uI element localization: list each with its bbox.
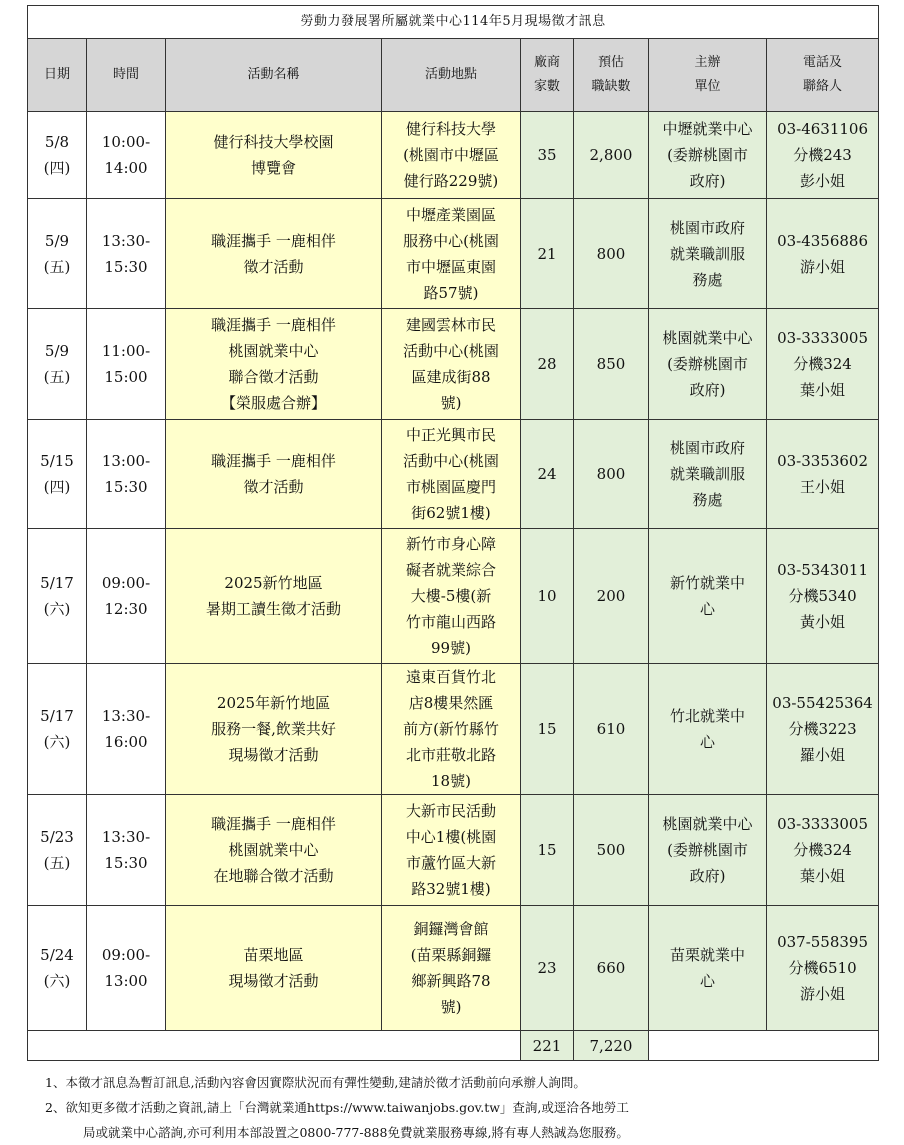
cell-date: 5/9 (五)	[28, 309, 87, 420]
cell-contact: 03-3333005 分機324 葉小姐	[767, 309, 879, 420]
cell-name: 職涯攜手 一鹿相伴 桃園就業中心 聯合徵才活動 【榮服處合辦】	[166, 309, 382, 420]
cell-time: 09:00- 12:30	[87, 529, 166, 664]
cell-time: 13:30- 16:00	[87, 664, 166, 795]
header-jobs: 預估 職缺數	[574, 39, 649, 112]
table-row	[28, 795, 879, 906]
cell-companies: 23	[521, 906, 574, 1031]
cell-contact: 03-4631106 分機243 彭小姐	[767, 112, 879, 199]
cell-contact: 03-55425364 分機3223 羅小姐	[767, 664, 879, 795]
table-row	[28, 664, 879, 795]
cell-jobs: 610	[574, 664, 649, 795]
note-2: 2、欲知更多徵才活動之資訊,請上「台灣就業通https://www.taiwanjobs.gov.tw」查詢,或逕洽各地勞工	[45, 1100, 629, 1115]
table-row	[28, 420, 879, 529]
totals-blank-right	[649, 1031, 879, 1061]
cell-date: 5/15 (四)	[28, 420, 87, 529]
cell-jobs: 660	[574, 906, 649, 1031]
cell-organizer: 桃園就業中心 (委辦桃園市 政府)	[649, 309, 767, 420]
cell-name: 職涯攜手 一鹿相伴 桃園就業中心 在地聯合徵才活動	[166, 795, 382, 906]
cell-date: 5/17 (六)	[28, 529, 87, 664]
header-row	[28, 39, 879, 112]
cell-date: 5/24 (六)	[28, 906, 87, 1031]
total-jobs: 7,220	[574, 1031, 649, 1061]
cell-location: 新竹市身心障 礙者就業綜合 大樓-5樓(新 竹市龍山西路 99號)	[382, 529, 521, 664]
cell-location: 健行科技大學 (桃園市中壢區 健行路229號)	[382, 112, 521, 199]
cell-companies: 10	[521, 529, 574, 664]
totals-row	[28, 1031, 879, 1061]
cell-jobs: 800	[574, 199, 649, 309]
cell-organizer: 中壢就業中心 (委辦桃園市 政府)	[649, 112, 767, 199]
cell-contact: 03-3353602 王小姐	[767, 420, 879, 529]
table-row	[28, 199, 879, 309]
cell-organizer: 桃園就業中心 (委辦桃園市 政府)	[649, 795, 767, 906]
cell-name: 職涯攜手 一鹿相伴 徵才活動	[166, 199, 382, 309]
header-date: 日期	[28, 39, 87, 112]
cell-jobs: 850	[574, 309, 649, 420]
cell-contact: 03-5343011 分機5340 黃小姐	[767, 529, 879, 664]
cell-time: 09:00- 13:00	[87, 906, 166, 1031]
cell-name: 2025新竹地區 暑期工讀生徵才活動	[166, 529, 382, 664]
cell-date: 5/9 (五)	[28, 199, 87, 309]
table-title: 勞動力發展署所屬就業中心114年5月現場徵才訊息	[28, 6, 879, 39]
note-1: 1、本徵才訊息為暫訂訊息,活動內容會因實際狀況而有彈性變動,建請於徵才活動前向承辦人詢問。	[45, 1075, 586, 1090]
cell-time: 11:00- 15:00	[87, 309, 166, 420]
header-time: 時間	[87, 39, 166, 112]
totals-blank	[28, 1031, 521, 1061]
cell-contact: 037-558395 分機6510 游小姐	[767, 906, 879, 1031]
cell-organizer: 新竹就業中 心	[649, 529, 767, 664]
table-row	[28, 309, 879, 420]
cell-contact: 03-3333005 分機324 葉小姐	[767, 795, 879, 906]
table-row	[28, 529, 879, 664]
cell-name: 2025年新竹地區 服務一餐,飲業共好 現場徵才活動	[166, 664, 382, 795]
total-companies: 221	[521, 1031, 574, 1061]
cell-date: 5/23 (五)	[28, 795, 87, 906]
header-name: 活動名稱	[166, 39, 382, 112]
cell-location: 大新市民活動 中心1樓(桃園 市蘆竹區大新 路32號1樓)	[382, 795, 521, 906]
cell-jobs: 800	[574, 420, 649, 529]
cell-time: 13:00- 15:30	[87, 420, 166, 529]
header-contact: 電話及 聯絡人	[767, 39, 879, 112]
table-row	[28, 112, 879, 199]
cell-companies: 28	[521, 309, 574, 420]
cell-organizer: 桃園市政府 就業職訓服 務處	[649, 420, 767, 529]
cell-jobs: 2,800	[574, 112, 649, 199]
cell-organizer: 竹北就業中 心	[649, 664, 767, 795]
cell-name: 健行科技大學校園 博覽會	[166, 112, 382, 199]
cell-companies: 15	[521, 795, 574, 906]
note-2-continued: 局或就業中心諮詢,亦可利用本部設置之0800-777-888免費就業服務專線,將有專人熱誠為您服務。	[83, 1125, 629, 1140]
cell-date: 5/8 (四)	[28, 112, 87, 199]
header-location: 活動地點	[382, 39, 521, 112]
cell-contact: 03-4356886 游小姐	[767, 199, 879, 309]
footnotes	[45, 1070, 875, 1145]
cell-companies: 35	[521, 112, 574, 199]
cell-time: 10:00- 14:00	[87, 112, 166, 199]
table-row	[28, 906, 879, 1031]
cell-organizer: 桃園市政府 就業職訓服 務處	[649, 199, 767, 309]
cell-location: 中正光興市民 活動中心(桃園 市桃園區慶門 街62號1樓)	[382, 420, 521, 529]
cell-time: 13:30- 15:30	[87, 199, 166, 309]
cell-location: 中壢產業園區 服務中心(桃園 市中壢區東園 路57號)	[382, 199, 521, 309]
cell-companies: 21	[521, 199, 574, 309]
cell-jobs: 500	[574, 795, 649, 906]
cell-name: 職涯攜手 一鹿相伴 徵才活動	[166, 420, 382, 529]
cell-location: 遠東百貨竹北 店8樓果然匯 前方(新竹縣竹 北市莊敬北路 18號)	[382, 664, 521, 795]
cell-date: 5/17 (六)	[28, 664, 87, 795]
header-organizer: 主辦 單位	[649, 39, 767, 112]
cell-organizer: 苗栗就業中 心	[649, 906, 767, 1031]
cell-name: 苗栗地區 現場徵才活動	[166, 906, 382, 1031]
cell-location: 銅鑼灣會館 (苗栗縣銅鑼 鄉新興路78 號)	[382, 906, 521, 1031]
header-companies: 廠商 家數	[521, 39, 574, 112]
cell-time: 13:30- 15:30	[87, 795, 166, 906]
cell-location: 建國雲林市民 活動中心(桃園 區建成街88 號)	[382, 309, 521, 420]
job-fair-table	[27, 5, 879, 1061]
cell-jobs: 200	[574, 529, 649, 664]
cell-companies: 24	[521, 420, 574, 529]
cell-companies: 15	[521, 664, 574, 795]
